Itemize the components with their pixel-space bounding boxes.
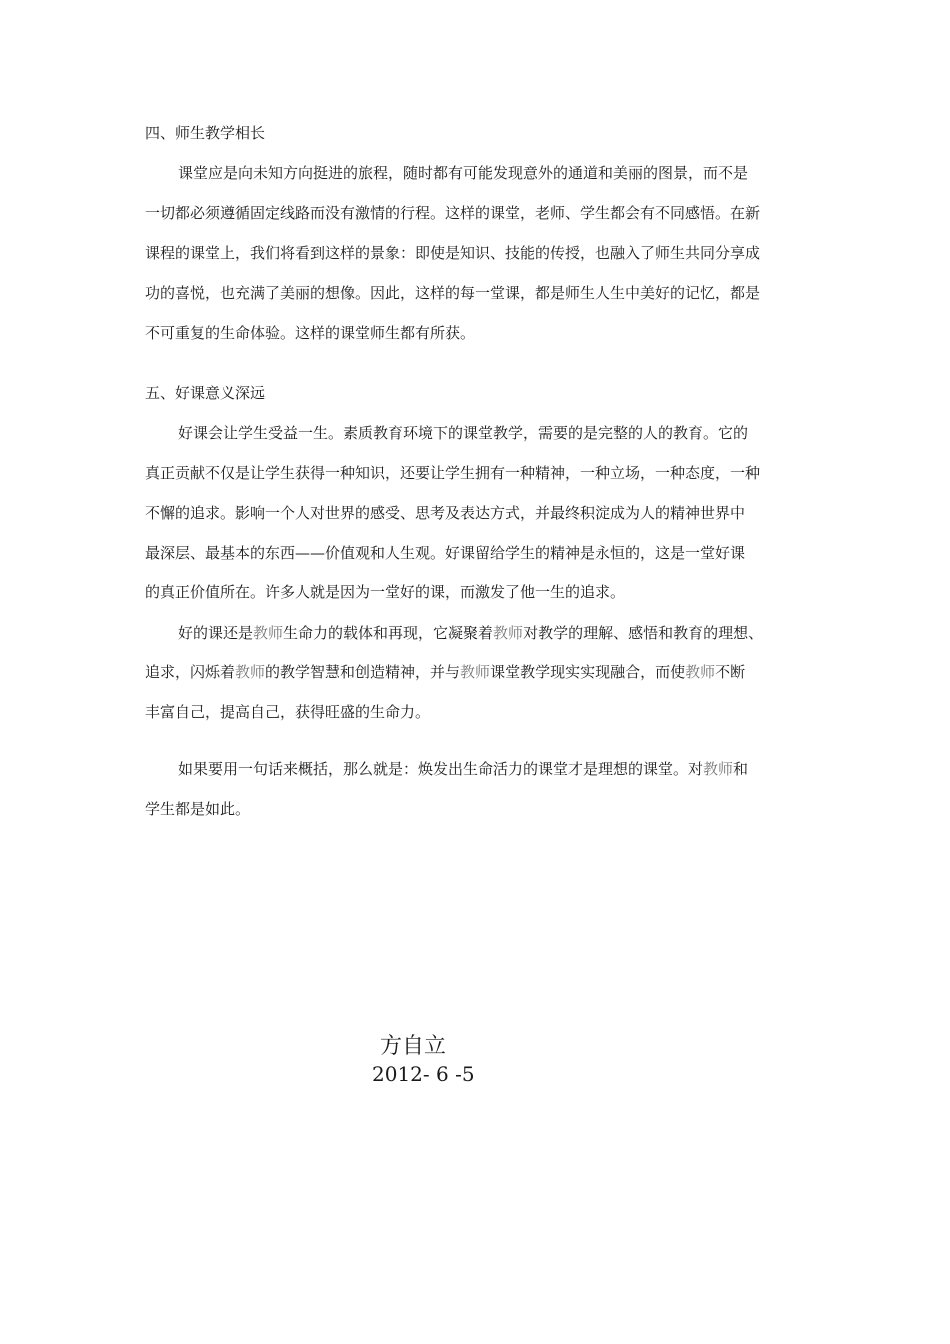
teacher-link[interactable]: 教师: [235, 663, 266, 681]
text-run: 追求，闪烁着: [145, 663, 236, 681]
paragraph-line: 好课会让学生受益一生。素质教育环境下的课堂教学，需要的是完整的人的教育。它的: [178, 424, 749, 442]
paragraph-line: 不可重复的生命体验。这样的课堂师生都有所获。: [145, 324, 476, 342]
teacher-link[interactable]: 教师: [493, 624, 524, 642]
text-run: 课堂教学现实实现融合，而使: [490, 663, 686, 681]
author-name: 方自立: [380, 1034, 447, 1059]
paragraph-line: 功的喜悦，也充满了美丽的想像。因此，这样的每一堂课，都是师生人生中美好的记忆，都是: [145, 284, 761, 302]
paragraph-line: 最深层、最基本的东西——价值观和人生观。好课留给学生的精神是永恒的，这是一堂好课: [145, 544, 746, 562]
paragraph-line: 真正贡献不仅是让学生获得一种知识，还要让学生拥有一种精神，一种立场，一种态度，一种: [145, 464, 761, 482]
text-run: 不断: [715, 663, 746, 681]
teacher-link[interactable]: 教师: [253, 624, 284, 642]
paragraph-line: 课堂应是向未知方向挺进的旅程，随时都有可能发现意外的通道和美丽的图景，而不是: [178, 164, 749, 182]
teacher-link[interactable]: 教师: [685, 663, 716, 681]
paragraph-line: 课程的课堂上，我们将看到这样的景象：即使是知识、技能的传授，也融入了师生共同分享成: [145, 244, 761, 262]
text-run: 如果要用一句话来概括，那么就是：焕发出生命活力的课堂才是理想的课堂。对: [178, 760, 704, 778]
paragraph-line: 一切都必须遵循固定线路而没有激情的行程。这样的课堂，老师、学生都会有不同感悟。在新: [145, 204, 761, 222]
teacher-link[interactable]: 教师: [460, 663, 491, 681]
paragraph-line: [178, 759, 810, 779]
section-heading-5: 五、好课意义深远: [145, 384, 266, 402]
paragraph-line: 不懈的追求。影响一个人对世界的感受、思考及表达方式，并最终积淀成为人的精神世界中: [145, 504, 746, 522]
signature-date: 2012- 6 -5: [372, 1062, 475, 1086]
teacher-link[interactable]: 教师: [703, 760, 734, 778]
text-run: 好的课还是: [178, 624, 254, 642]
text-run: 对教学的理解、感悟和教育的理想、: [523, 624, 764, 642]
paragraph-line: 的真正价值所在。许多人就是因为一堂好的课，而激发了他一生的追求。: [145, 583, 626, 601]
text-run: 的教学智慧和创造精神，并与: [265, 663, 461, 681]
text-run: 生命力的载体和再现，它凝聚着: [283, 624, 494, 642]
paragraph-line: 学生都是如此。: [145, 800, 251, 818]
section-heading-4: 四、师生教学相长: [145, 124, 266, 142]
text-run: 和: [733, 760, 749, 778]
paragraph-line: 丰富自己，提高自己，获得旺盛的生命力。: [145, 703, 431, 721]
paragraph-line: [145, 662, 810, 682]
paragraph-line: [178, 623, 810, 643]
